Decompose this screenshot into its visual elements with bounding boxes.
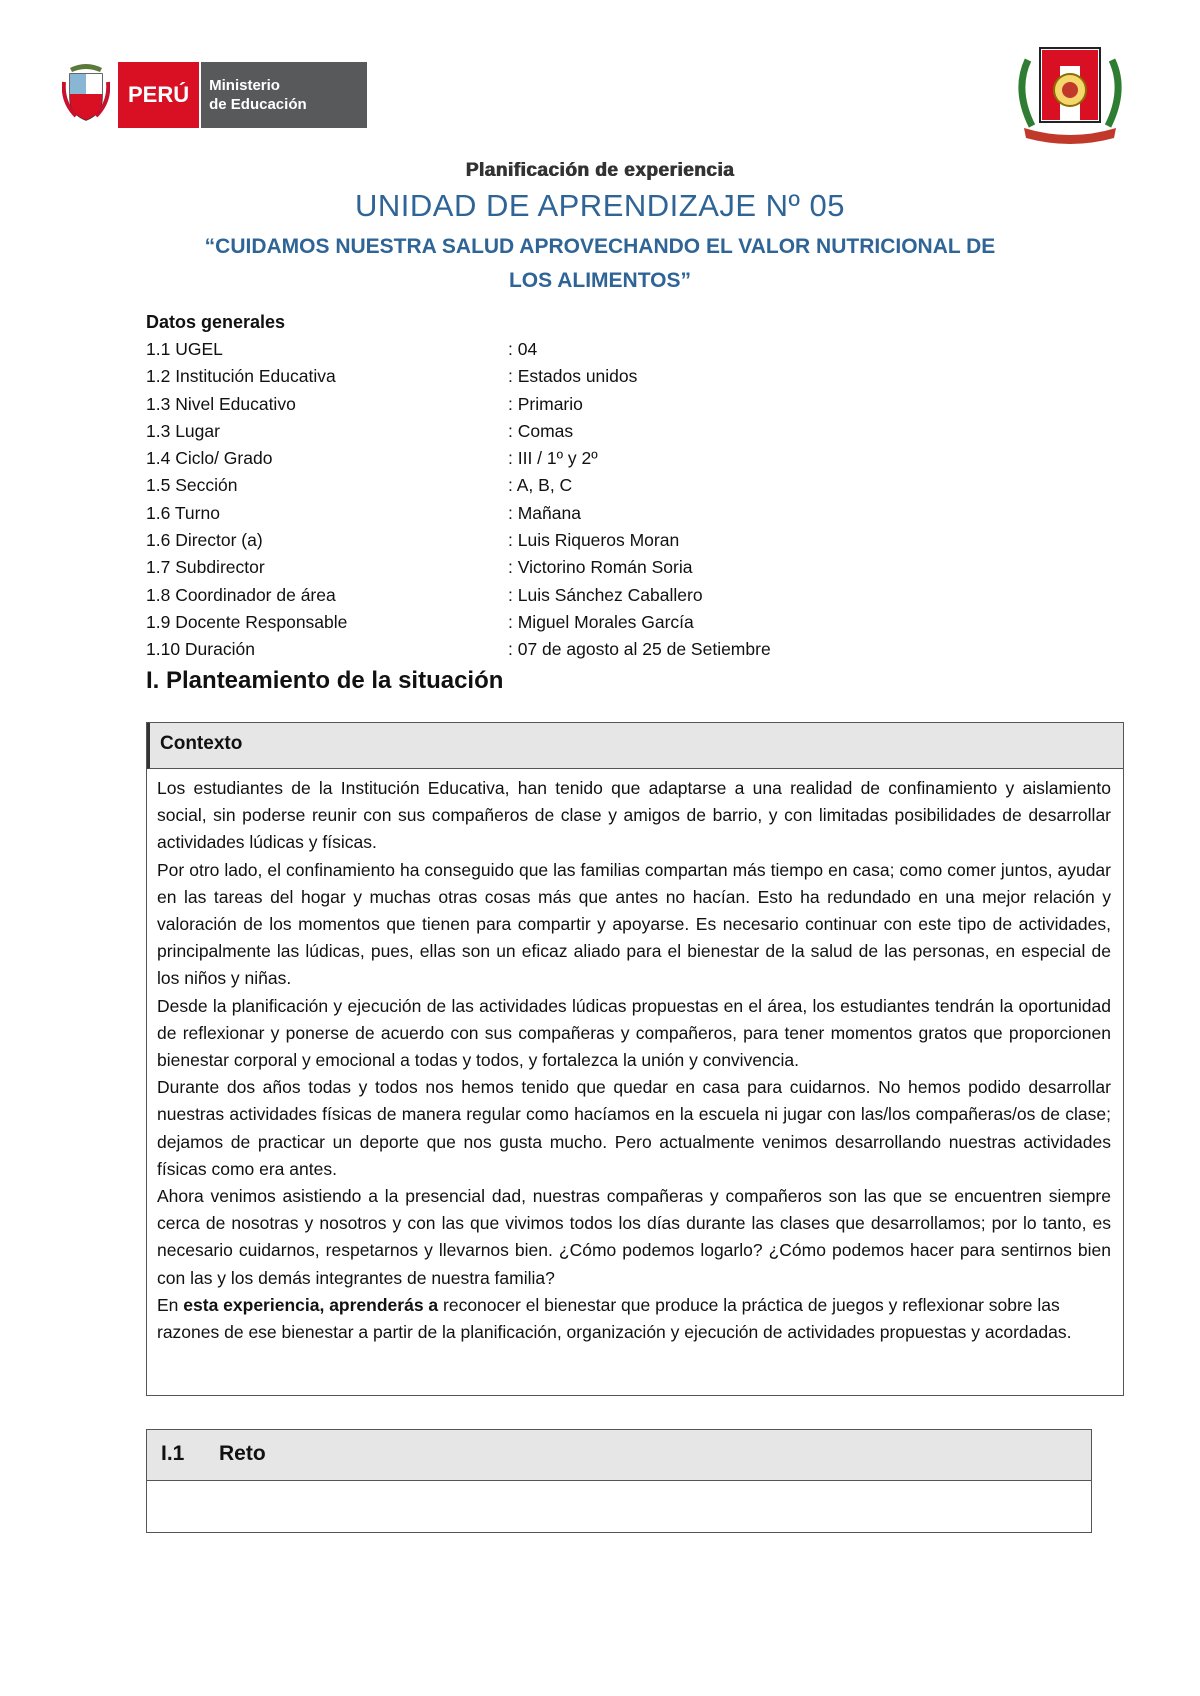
data-value: : Mañana [508, 502, 581, 523]
data-row [146, 363, 771, 390]
section-heading: I. Planteamiento de la situación [146, 667, 504, 694]
context-paragraph: Ahora venimos asistiendo a la presencial dad, nuestras compañeras y compañeros son las que se encuentren siempre cerca de nosotras y nosotros y con las que vivimos todos los días durante las clases que desarrollamos; por lo tanto, es necesario cuidarnos, respetarnos y llevarnos bien. ¿Cómo podemos logarlo? ¿Cómo podemos hacer para sentirnos bien con las y los demás integrantes de nuestra familia? [157, 1186, 1111, 1288]
data-value: : Estados unidos [508, 366, 638, 387]
data-row [146, 582, 771, 609]
context-paragraph-final [157, 1292, 1111, 1346]
minedu-logo [62, 62, 367, 128]
data-row [146, 609, 771, 636]
unit-title [0, 230, 1200, 298]
data-value: : Comas [508, 420, 574, 441]
general-data [146, 312, 771, 664]
ministry-label [201, 62, 367, 128]
reto-number: I.1 [161, 1442, 185, 1465]
data-row [146, 472, 771, 499]
context-paragraph: Los estudiantes de la Institución Educativa, han tenido que adaptarse a una realidad de confinamiento y aislamiento social, sin poderse reunir con sus compañeros de clase y amigos de barrio, y con limitadas posibilidades de desarrollar actividades lúdicas y físicas. [157, 778, 1111, 853]
data-label: 1.4 Ciclo/ Grado [146, 448, 273, 469]
data-row [146, 554, 771, 581]
data-row [146, 445, 771, 472]
ministry-line-1: Ministerio [209, 77, 280, 94]
data-value: : Miguel Morales García [508, 611, 694, 632]
context-paragraph: Durante dos años todas y todos nos hemos tenido que quedar en casa para cuidarnos. No hemos podido desarrollar nuestras actividades físicas de manera regular como hacíamos en la escuela ni jugar con las/los compañeras/os de clase; dejamos de practicar un deporte que nos gusta mucho. Pero actualmente venimos desarrollando nuestras actividades físicas como era antes. [157, 1077, 1111, 1179]
final-text-bold: esta experiencia, aprenderás a [183, 1294, 439, 1315]
data-row [146, 391, 771, 418]
data-label: 1.1 UGEL [146, 339, 223, 359]
data-label: 1.10 Duración [146, 639, 255, 660]
data-label: 1.7 Subdirector [146, 557, 265, 578]
context-body [147, 769, 1123, 1346]
context-box [146, 722, 1124, 1396]
data-label: 1.5 Sección [146, 475, 238, 496]
peru-label: PERÚ [118, 62, 201, 128]
unit-title-line-1: “CUIDAMOS NUESTRA SALUD APROVECHANDO EL VALOR NUTRICIONAL DE [204, 235, 996, 258]
data-value: : Primario [508, 393, 583, 414]
data-value: : Luis Sánchez Caballero [508, 584, 703, 605]
reto-box [146, 1429, 1092, 1533]
data-label: 1.6 Director (a) [146, 530, 263, 551]
reto-header [147, 1430, 1091, 1481]
data-label: 1.3 Nivel Educativo [146, 393, 296, 414]
data-value: : Luis Riqueros Moran [508, 530, 680, 551]
context-paragraph: Desde la planificación y ejecución de las actividades lúdicas propuestas en el área, los estudiantes tendrán la oportunidad de reflexionar y ponerse de acuerdo con sus compañeras y compañeros, para tener momentos gratos que proporcionen bienestar corporal y emocional a todas y todos, y fortalezca la unión y convivencia. [157, 995, 1111, 1071]
unit-title-line-2: LOS ALIMENTOS” [508, 269, 691, 292]
data-label: 1.2 Institución Educativa [146, 366, 336, 387]
data-row [146, 500, 771, 527]
data-label: 1.6 Turno [146, 502, 220, 523]
document-title: UNIDAD DE APRENDIZAJE Nº 05 [355, 188, 845, 223]
data-value: : A, B, C [508, 475, 573, 496]
data-label: 1.9 Docente Responsable [146, 611, 348, 632]
reto-title: Reto [219, 1442, 266, 1465]
general-data-heading: Datos generales [146, 312, 286, 332]
data-row [146, 636, 771, 663]
coat-of-arms-icon [62, 62, 110, 124]
data-label: 1.8 Coordinador de área [146, 584, 336, 605]
school-emblem-icon [1010, 40, 1130, 146]
data-label: 1.3 Lugar [146, 420, 220, 441]
data-value: : 07 de agosto al 25 de Setiembre [508, 639, 771, 660]
context-paragraph: Por otro lado, el confinamiento ha conseguido que las familias compartan más tiempo en casa; como comer juntos, ayudar en las tareas del hogar y muchas otras cosas más que antes no hacían. Esto ha redundado en una mejor relación y valoración de los momentos que tienen para compartir y apoyarse. Es necesario continuar con este tipo de actividades, principalmente las lúdicas, pues, ellas son un eficaz aliado para el bienestar de la salud de las personas, en especial de los niños y niñas. [157, 859, 1111, 989]
ministry-line-2: de Educación [209, 96, 307, 113]
document-subtitle: Planificación de experiencia [465, 160, 735, 181]
data-row [146, 527, 771, 554]
data-row [146, 418, 771, 445]
data-value: : 04 [508, 339, 538, 359]
data-value: : III / 1º y 2º [508, 448, 598, 469]
final-text-start: En [157, 1294, 184, 1315]
data-value: : Victorino Román Soria [508, 557, 693, 578]
final-text-rest: reconocer el bienestar que produce la práctica de juegos y reflexionar sobre las razones de ese bienestar a partir de la planificación, organización y ejecución de actividades propuestas y acordadas. [157, 1294, 1072, 1343]
context-title: Contexto [147, 723, 1123, 769]
data-row [146, 336, 771, 363]
